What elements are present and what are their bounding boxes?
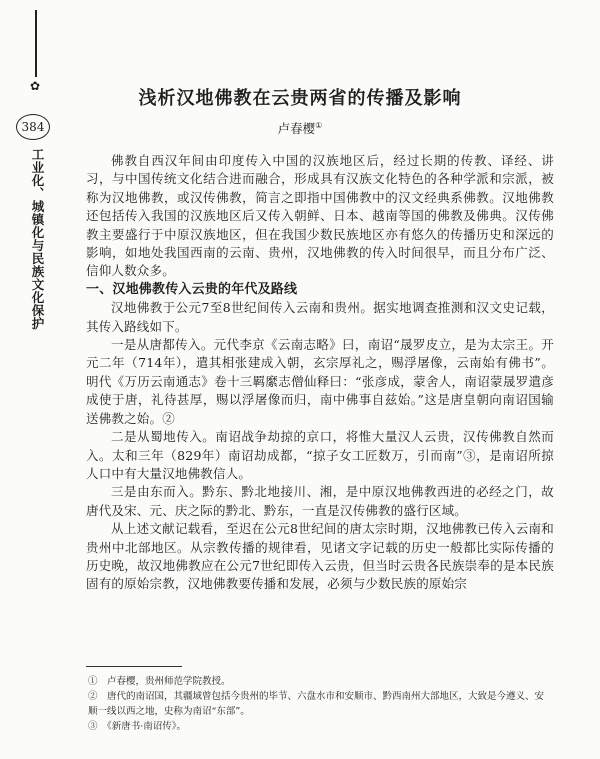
body-paragraph: 三是由东而入。黔东、黔北地接川、湘，是中原汉地佛教西进的必经之门，故唐代及宋、元、庆之际的黔北、黔东，一直是汉传佛教的盛行区域。 [86,484,554,518]
margin-bar [0,0,52,759]
footnote: ① 卢春樱，贵州师范学院教授。 [88,676,231,687]
author-name: 卢春樱 [277,121,316,136]
footnote: ② 唐代的南诏国，其疆域曾包括今贵州的毕节、六盘水市和安顺市、黔西南州大部地区，大致是今遵义、安顺一线以西之地，史称为南诏“东部”。 [88,691,545,717]
article-title: 浅析汉地佛教在云贵两省的传播及影响 [138,88,462,109]
intro-paragraph: 佛教自西汉年间由印度传入中国的汉族地区后，经过长期的传教、译经、讲习，与中国传统文化结合进而融合，形成具有汉族文化特色的各种学派和宗派，被称为汉地佛教，或汉传佛教，简言之即指中国佛教中的汉文经典系佛教。汉地佛教还包括传入我国的汉族地区后又传入朝鲜、日本、越南等国的佛教及佛典。汉传佛教主要盛行于中原汉族地区，但在我国少数民族地区亦有悠久的传播历史和深远的影响，如地处我国西南的云南、贵州，汉地佛教的传入时间很早，而且分布广泛、信仰人数众多。 [86,153,554,279]
article-body [86,152,554,594]
margin-rule [35,10,37,77]
running-title: 工业化、城镇化与民族文化保护 [30,148,45,330]
author-line [0,119,600,137]
body-paragraph: 一是从唐都传入。元代李京《云南志略》曰，南诏“晟罗皮立，是为太宗王。开元二年（714年），遣其相张建成入朝，玄宗厚礼之，赐浮屠像，云南始有佛书”。明代《万历云南通志》卷十三羁縻志僧仙释曰：“张彦成，蒙舍人，南诏蒙晟罗遣彦成使于唐，礼待甚厚，赐以浮屠像而归，南中佛事自兹始。”这是唐皇朝向南诏国输送佛教之始。② [86,337,554,426]
author-note-mark: ① [315,120,323,130]
body-paragraph: 二是从蜀地传入。南诏战争劫掠的京口，将惟大量汉人云贵，汉传佛教自然而入。太和三年（829年）南诏劫成都，“掠子女工匠数万，引而南”③，是南诏所掠人口中有大量汉地佛教信人。 [86,429,554,481]
footnote: ③ 《新唐书·南诏传》。 [88,721,187,732]
section-heading: 一、汉地佛教传入云贵的年代及路线 [86,281,298,297]
body-paragraph: 从上述文献记载看，至迟在公元8世纪间的唐太宗时期，汉地佛教已传入云南和贵州中北部地区。从宗教传播的规律看，见诸文字记载的历史一般都比实际传播的历史晚，故汉地佛教应在公元7世纪即传入云贵，但当时云贵各民族崇奉的是本民族固有的原始宗教，汉地佛教要传播和发展，必须与少数民族的原始宗 [86,521,554,592]
body-paragraph: 汉地佛教于公元7至8世纪间传入云南和贵州。据实地调查推测和汉文史记载，其传入路线如下。 [86,300,554,334]
flower-ornament-icon: ✿ [29,79,41,93]
page-number: 384 [16,114,50,140]
footnotes [88,674,548,734]
footnote-divider [86,666,182,667]
